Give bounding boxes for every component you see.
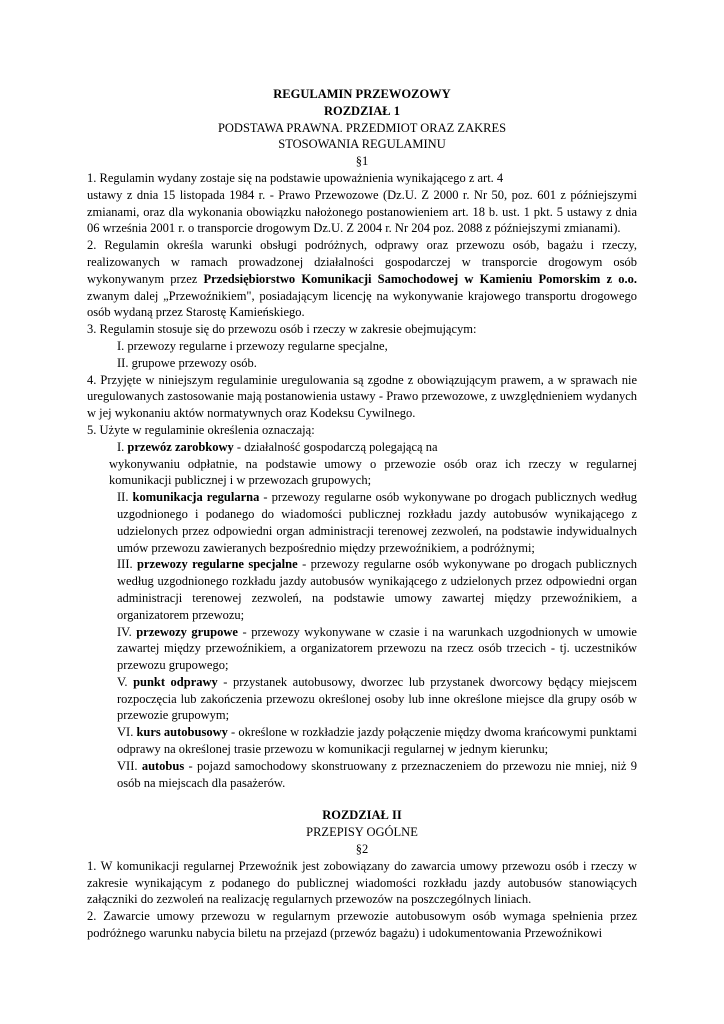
paragraph-3-item-2: II. grupowe przewozy osób.	[117, 355, 257, 370]
definition-3-text: - przewozy regularne osób wykonywane po drogach publicznych według uzgodnionego rozkładu jazdy autobusów wynikającego z udzielonych przez odpowiedni organ administracji terenowej zezwoleń, na podstawie umowy zawartej między przewoźnikiem, a organizatorem przewozu;	[117, 557, 637, 622]
paragraph-2-text-after: zwanym dalej „Przewoźnikiem", posiadającym licencję na wykonywanie krajowego transportu drogowego osób wydaną przez Starostę Kamieńskiego.	[87, 288, 637, 320]
chapter-1-heading: ROZDZIAŁ 1	[323, 103, 401, 118]
document-page	[87, 86, 637, 942]
definition-5	[87, 674, 637, 724]
definition-6-text: - określone w rozkładzie jazdy połączenie między dwoma krańcowymi punktami odprawy na określonej trasie przewozu w komunikacji regularnej w jednym kierunku;	[117, 725, 637, 757]
chapter-2-paragraph-2: 2. Zawarcie umowy przewozu w regularnym przewozie autobusowym osób wymaga spełnienia przez podróżnego warunku nabycia biletu na przejazd (przewóz bagażu) i udokumentowania Przewoźnikowi	[87, 909, 637, 941]
definition-1-number: I.	[117, 439, 128, 454]
definition-5-number: V.	[117, 674, 134, 689]
definition-2-text: - przewozy regularne osób wykonywane po drogach publicznych według uzgodnionego i podanego do wiadomości publicznej rozkładu jazdy autobusów wynikającego z udzielonych przez odpowiedni organ administracji terenowej zezwoleń, na podstawie indywidualnych umów przewozu zawieranych bezpośrednio między przewoźnikiem, a podróżnymi;	[117, 490, 637, 555]
definition-2	[87, 489, 637, 556]
definition-4-text: - przewozy wykonywane w czasie i na warunkach uzgodnionych w umowie zawartej między przewoźnikiem, a organizatorem przewozu na rzecz osób trzecich - tj. uczestników przewozu grupowego;	[117, 624, 637, 673]
definition-1-first-line	[87, 439, 637, 456]
definition-7-term: autobus	[141, 758, 185, 773]
paragraph-1-first-line: 1. Regulamin wydany zostaje się na podstawie upoważnienia wynikającego z art. 4	[87, 170, 504, 185]
definition-7	[87, 758, 637, 792]
definition-2-term: komunikacja regularna	[132, 490, 260, 505]
definition-5-text: - przystanek autobusowy, dworzec lub przystanek dworcowy będący miejscem rozpoczęcia lub zakończenia przewozu określonej osoby lub inne określone miejsce dla grupy osób w przewozie grupowym;	[117, 674, 637, 723]
chapter-2-paragraph-1: 1. W komunikacji regularnej Przewoźnik jest zobowiązany do zawarcia umowy przewozu osób i rzeczy w zakresie wynikającym z podanego do publicznej wiadomości rozkładu jazdy autobusów stanowiących załączniki do zezwoleń na realizację regularnych przewozów na poszczególnych liniach.	[87, 858, 637, 907]
paragraph-3-intro: 3. Regulamin stosuje się do przewozu osób i rzeczy w zakresie obejmującym:	[87, 322, 477, 337]
paragraph-2-text-before: 2. Regulamin określa warunki obsługi podróżnych, odprawy oraz przewozu osób, bagażu i rzeczy, realizowanych w ramach prowadzonej działalności gospodarczej w transporcie drogowym osób wykonywanym przez	[87, 238, 637, 286]
chapter-2-heading: ROZDZIAŁ II	[322, 808, 402, 823]
document-title: REGULAMIN PRZEWOZOWY	[273, 87, 451, 101]
definition-6	[87, 724, 637, 758]
chapter-1-subtitle-line1: PODSTAWA PRAWNA. PRZEDMIOT ORAZ ZAKRES	[217, 120, 507, 135]
chapter-2-subtitle: PRZEPISY OGÓLNE	[306, 825, 418, 840]
definition-3-number: III.	[117, 557, 138, 572]
definition-4	[87, 624, 637, 674]
company-name: Przedsiębiorstwo Komunikacji Samochodowej w Kamieniu Pomorskim z o.o.	[203, 271, 637, 286]
definition-7-text: - pojazd samochodowy skonstruowany z przeznaczeniem do przewozu nie mniej, niż 9 osób na miejscach dla pasażerów.	[117, 758, 637, 790]
section-2-heading: §2	[355, 842, 369, 857]
paragraph-5-intro: 5. Użyte w regulaminie określenia oznaczają:	[87, 422, 315, 437]
definition-3	[87, 556, 637, 623]
section-1-heading: §1	[355, 154, 369, 169]
definition-2-number: II.	[117, 490, 133, 505]
definition-1-term: przewóz zarobkowy	[127, 439, 234, 454]
paragraph-4: 4. Przyjęte w niniejszym regulaminie uregulowania są zgodne z obowiązującym prawem, a w sprawach nie uregulowanych zastosowanie mają postanowienia ustawy - Prawo przewozowe, z uwzględnieniem wydanych w jej wykonaniu aktów normatywnych oraz Kodeksu Cywilnego.	[87, 372, 637, 421]
paragraph-1-body: ustawy z dnia 15 listopada 1984 r. - Prawo Przewozowe (Dz.U. Z 2000 r. Nr 50, poz. 601 z późniejszymi zmianami, oraz dla wykonania obowiązku nałożonego postanowieniem art. 18 b. ust. 1 pkt. 5 ustawy z dnia 06 września 2001 r. o transporcie drogowym Dz.U. Z 2004 r. Nr 204 poz. 2088 z późniejszymi zmianami).	[87, 187, 637, 236]
chapter-spacer	[87, 791, 637, 807]
paragraph-3-item-1: I. przewozy regularne i przewozy regularne specjalne,	[117, 338, 388, 353]
definition-5-term: punkt odprawy	[133, 674, 218, 689]
definition-1-text: - działalność gospodarczą polegającą na	[233, 439, 438, 454]
definition-7-number: VII.	[117, 758, 142, 773]
chapter-1-subtitle-line2: STOSOWANIA REGULAMINU	[278, 137, 446, 152]
definition-6-term: kurs autobusowy	[136, 725, 228, 740]
definition-1-continuation: wykonywaniu odpłatnie, na podstawie umowy o przewozie osób oraz ich rzeczy w regularnej komunikacji publicznej i w przewozach grupowych;	[109, 456, 637, 488]
definition-3-term: przewozy regularne specjalne	[137, 557, 298, 572]
definition-6-number: VI.	[117, 725, 137, 740]
definition-4-number: IV.	[117, 624, 137, 639]
definition-4-term: przewozy grupowe	[136, 624, 238, 639]
paragraph-2	[87, 237, 637, 321]
